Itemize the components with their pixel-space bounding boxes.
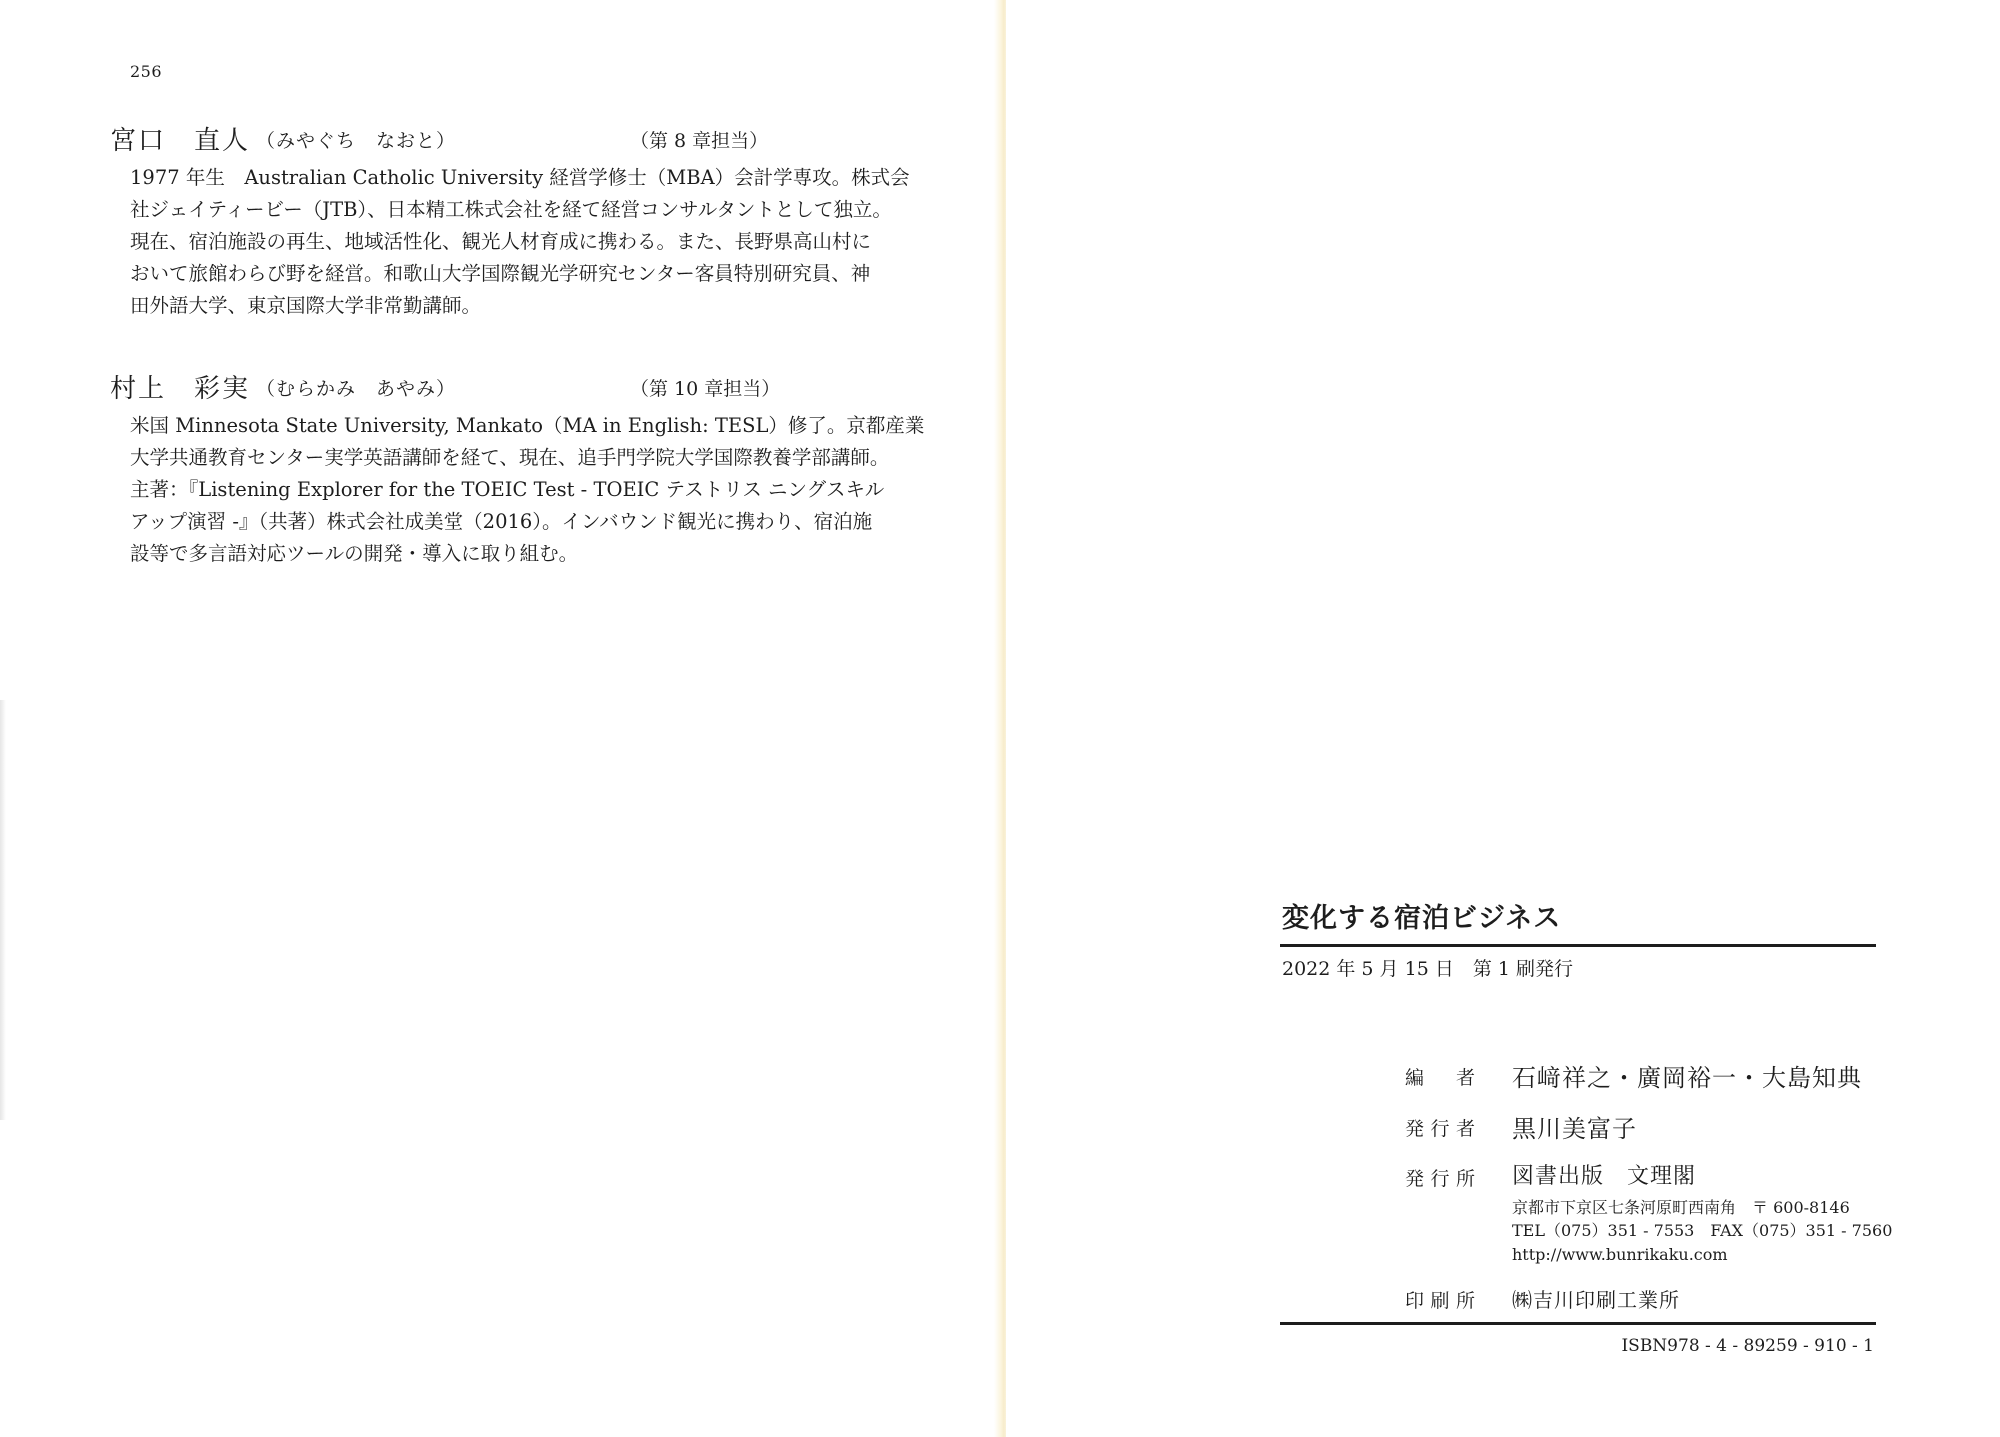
author-reading: （むらかみ あやみ） (256, 378, 457, 400)
printer-label: 印刷所 (1405, 1290, 1475, 1312)
bio-line: 現在、宿泊施設の再生、地域活性化、観光人材育成に携わる。また、長野県高山村に (130, 230, 872, 253)
bio-line: 米国 Minnesota State University, Mankato（MA in English: TESL）修了。京都産業 (130, 414, 925, 437)
bio-line: 1977 年生 Australian Catholic University 経営学修士（MBA）会計学専攻。株式会 (130, 166, 910, 189)
author-bio (130, 162, 920, 322)
page-edge-shadow (0, 700, 6, 1120)
bio-line: 田外語大学、東京国際大学非常勤講師。 (130, 294, 482, 317)
publication-date: 2022 年 5 月 15 日 第 1 刷発行 (1282, 958, 1573, 980)
author-name: 村上 彩実 (110, 374, 251, 404)
author-heading (110, 368, 940, 404)
page-number: 256 (130, 62, 163, 81)
isbn: ISBN978 - 4 - 89259 - 910 - 1 (1621, 1336, 1874, 1356)
title-rule (1280, 944, 1876, 947)
bio-line: 社ジェイティービー（JTB）、日本精工株式会社を経て経営コンサルタントとして独立。 (130, 198, 892, 221)
publishing-house: 図書出版 文理閣 (1512, 1164, 1697, 1189)
bio-line: 大学共通教育センター実学英語講師を経て、現在、追手門学院大学国際教養学部講師。 (130, 446, 890, 469)
author-bio (130, 410, 925, 570)
bio-line: 主著：『Listening Explorer for the TOEIC Test - TOEIC テストリス ニングスキル (130, 478, 885, 501)
author-heading (110, 120, 940, 156)
editor-label: 編 者 (1405, 1067, 1475, 1089)
bio-line: おいて旅館わらび野を経営。和歌山大学国際観光学研究センター客員特別研究員、神 (130, 262, 871, 285)
publisher-address: 京都市下京区七条河原町西南角 〒 600-8146 (1512, 1198, 1850, 1217)
bio-line: 設等で多言語対応ツールの開発・導入に取り組む。 (130, 542, 579, 565)
author-name: 宮口 直人 (110, 126, 251, 156)
publisher-phone-fax: TEL（075）351 - 7553 FAX（075）351 - 7560 (1512, 1221, 1893, 1240)
bottom-rule (1280, 1322, 1876, 1325)
author-chapter: （第 10 章担当） (630, 378, 781, 400)
publisher-person: 黒川美富子 (1512, 1115, 1637, 1143)
bio-line: アップ演習 -』（共著）株式会社成美堂（2016）。インバウンド観光に携わり、宿泊施 (130, 510, 873, 533)
publisher-url: http://www.bunrikaku.com (1512, 1245, 1728, 1264)
publisher-person-label: 発行者 (1405, 1118, 1475, 1140)
author-chapter: （第 8 章担当） (630, 130, 769, 152)
book-title: 変化する宿泊ビジネス (1282, 903, 1562, 934)
publishing-house-label: 発行所 (1405, 1168, 1475, 1190)
author-reading: （みやぐち なおと） (256, 130, 457, 152)
editors: 石﨑祥之・廣岡裕一・大島知典 (1512, 1064, 1862, 1092)
printer: ㈱吉川印刷工業所 (1512, 1288, 1680, 1312)
